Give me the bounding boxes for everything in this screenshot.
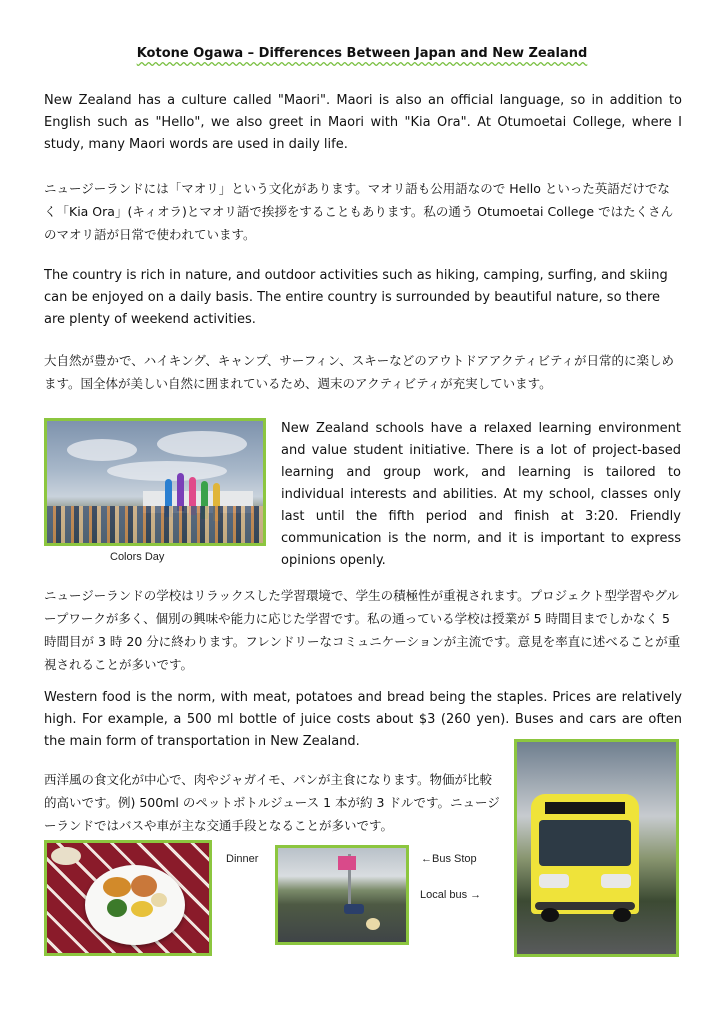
colors-day-photo — [44, 418, 266, 546]
paragraph-maori-jp: ニュージーランドには「マオリ」という文化があります。マオリ語も公用語なので Hello といった英語だけでなく「Kia Ora」(キィオラ)とマオリ語で挨拶をすることもあります。私の通う Otumoetai College ではたくさんのマオリ語が日常で使われています。 — [44, 181, 674, 242]
local-bus-caption: Local bus → — [420, 889, 482, 901]
paragraph-nature-en: The country is rich in nature, and outdoor activities such as hiking, camping, surfing, and skiing can be enjoyed on a daily basis. The entire country is surrounded by beautiful nature, so there are plenty of weekend activities. — [44, 268, 668, 327]
colors-day-caption: Colors Day — [110, 551, 165, 563]
paragraph-food-en: Western food is the norm, with meat, potatoes and bread being the staples. Prices are relatively high. For example, a 500 ml bottle of juice costs about $3 (260 yen). Buses and cars are often the main form of transportation in New Zealand. — [44, 690, 682, 749]
page-title-text: Kotone Ogawa – Differences Between Japan and New Zealand — [136, 46, 588, 61]
page-title — [0, 46, 724, 61]
paragraph-school-en: New Zealand schools have a relaxed learning environment and value student initiative. There is a lot of project-based learning and group work, and learning is tailored to individual interests and abilities. At my school, classes only last until the fifth period and finish at 3:20. Friendly communication is the norm, and it is important to express opinions openly. — [281, 421, 681, 568]
dinner-caption: Dinner — [226, 853, 259, 865]
bus-stop-caption: ←Bus Stop — [421, 853, 477, 865]
paragraph-nature-jp: 大自然が豊かで、ハイキング、キャンプ、サーフィン、スキーなどのアウトドアアクティビティが日常的に楽しめます。国全体が美しい自然に囲まれているため、週末のアクティビティが充実しています。 — [44, 353, 675, 391]
bus-stop-photo — [275, 845, 409, 945]
paragraph-food-jp: 西洋風の食文化が中心で、肉やジャガイモ、パンが主食になります。物価が比較的高いです。例) 500ml のペットボトルジュース 1 本が約 3 ドルです。ニュージーランドではバスや車が主な交通手段となることが多いです。 — [44, 772, 500, 833]
paragraph-maori-en: New Zealand has a culture called "Maori". Maori is also an official language, so in addition to English such as "Hello", we also greet in Maori with "Kia Ora". At Otumoetai College, where I study, many Maori words are used in daily life. — [44, 93, 682, 152]
paragraph-school-jp: ニュージーランドの学校はリラックスした学習環境で、学生の積極性が重視されます。プロジェクト型学習やグループワークが多く、個別の興味や能力に応じた学習です。私の通っている学校は授業が 5 時間目までしかなく 5 時間目が 3 時 20 分に終わります。フレンドリーなコミュニケーションが主流です。意見を率直に述べることが重視されることが多いです。 — [44, 588, 681, 672]
dinner-photo — [44, 840, 212, 956]
local-bus-photo — [514, 739, 679, 957]
